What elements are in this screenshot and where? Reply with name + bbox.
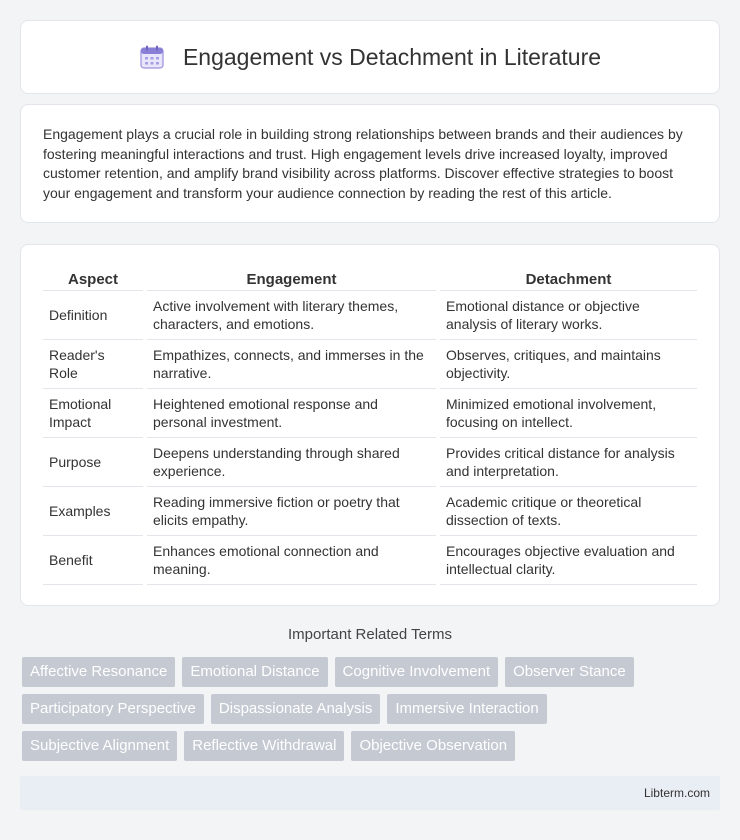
intro-card — [20, 104, 720, 223]
header-detachment: Detachment — [440, 265, 697, 291]
row-engagement: Active involvement with literary themes, characters, and emotions. — [147, 291, 436, 340]
term-tag[interactable]: Observer Stance — [505, 657, 634, 687]
table-row — [43, 291, 697, 340]
calendar-icon — [139, 44, 165, 70]
table-header-row — [43, 265, 697, 291]
row-detachment: Academic critique or theoretical dissection of texts. — [440, 487, 697, 536]
row-detachment: Minimized emotional involvement, focusing on intellect. — [440, 389, 697, 438]
term-tag[interactable]: Objective Observation — [351, 731, 515, 761]
row-engagement: Heightened emotional response and personal investment. — [147, 389, 436, 438]
term-tag[interactable]: Participatory Perspective — [22, 694, 204, 724]
table-row — [43, 438, 697, 487]
tag-row — [22, 731, 722, 761]
term-tag[interactable]: Dispassionate Analysis — [211, 694, 380, 724]
table-row — [43, 536, 697, 585]
footer — [20, 776, 720, 810]
row-aspect: Emotional Impact — [43, 389, 143, 438]
row-aspect: Benefit — [43, 536, 143, 585]
term-tag[interactable]: Immersive Interaction — [387, 694, 546, 724]
header-engagement: Engagement — [147, 265, 436, 291]
tag-row — [22, 657, 722, 687]
tag-row — [22, 694, 722, 724]
row-engagement: Enhances emotional connection and meaning. — [147, 536, 436, 585]
row-engagement: Deepens understanding through shared experience. — [147, 438, 436, 487]
term-tag[interactable]: Subjective Alignment — [22, 731, 177, 761]
term-tag[interactable]: Reflective Withdrawal — [184, 731, 344, 761]
page-title: Engagement vs Detachment in Literature — [182, 43, 602, 70]
row-detachment: Emotional distance or objective analysis of literary works. — [440, 291, 697, 340]
related-terms-list — [22, 657, 722, 768]
intro-paragraph: Engagement plays a crucial role in building strong relationships between brands and their audiences by fostering meaningful interactions and trust. High engagement levels drive increased loyalty, improved customer retention, and amplify brand visibility across platforms. Discover effective strategies to boost your engagement and transform your audience connection by reading the rest of this article. — [43, 126, 683, 201]
term-tag[interactable]: Affective Resonance — [22, 657, 175, 687]
row-aspect: Purpose — [43, 438, 143, 487]
header-card — [20, 20, 720, 94]
row-aspect: Examples — [43, 487, 143, 536]
row-aspect: Definition — [43, 291, 143, 340]
row-aspect: Reader's Role — [43, 340, 143, 389]
term-tag[interactable]: Cognitive Involvement — [335, 657, 499, 687]
row-detachment: Provides critical distance for analysis and interpretation. — [440, 438, 697, 487]
row-engagement: Reading immersive fiction or poetry that elicits empathy. — [147, 487, 436, 536]
comparison-table-card — [20, 244, 720, 606]
comparison-table — [39, 265, 701, 585]
row-detachment: Observes, critiques, and maintains objectivity. — [440, 340, 697, 389]
header-aspect: Aspect — [43, 265, 143, 291]
row-detachment: Encourages objective evaluation and intellectual clarity. — [440, 536, 697, 585]
table-row — [43, 389, 697, 438]
term-tag[interactable]: Emotional Distance — [182, 657, 327, 687]
row-engagement: Empathizes, connects, and immerses in the narrative. — [147, 340, 436, 389]
table-row — [43, 340, 697, 389]
footer-site-link[interactable]: Libterm.com — [643, 786, 710, 800]
related-terms-title: Important Related Terms — [288, 626, 452, 643]
table-row — [43, 487, 697, 536]
